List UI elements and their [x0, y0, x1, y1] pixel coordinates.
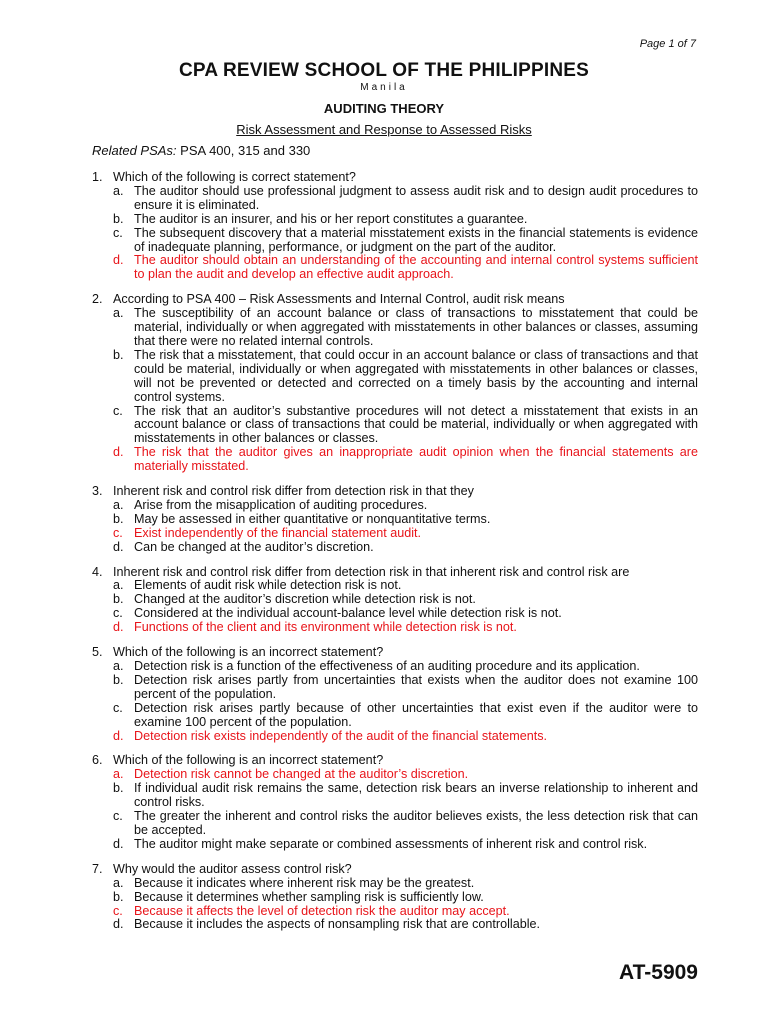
choice-list	[113, 660, 698, 743]
question-line	[92, 646, 698, 660]
question-line	[92, 863, 698, 877]
correct-answer-choice	[113, 730, 698, 744]
question-item	[92, 171, 698, 282]
topic-heading: Risk Assessment and Response to Assessed Risks	[236, 122, 532, 137]
correct-answer-choice	[113, 446, 698, 474]
choice-list	[113, 579, 698, 635]
choice-text: Exist independently of the financial statement audit.	[134, 525, 422, 540]
correct-answer-choice	[113, 621, 698, 635]
answer-choice	[113, 660, 698, 674]
answer-choice	[113, 405, 698, 447]
question-line	[92, 171, 698, 185]
related-psas-value: PSA 400, 315 and 330	[180, 143, 311, 158]
question-text: Inherent risk and control risk differ from detection risk in that they	[113, 484, 474, 499]
choice-letter: a.	[113, 578, 124, 593]
choice-letter: b.	[113, 781, 124, 796]
question-number: 4.	[92, 564, 103, 579]
choice-text: Arise from the misapplication of auditing procedures.	[134, 497, 428, 512]
choice-text: Because it affects the level of detection risk the auditor may accept.	[134, 903, 510, 918]
question-item	[92, 863, 698, 933]
choice-list	[113, 185, 698, 282]
question-line	[92, 754, 698, 768]
choice-letter: b.	[113, 347, 124, 362]
answer-choice	[113, 349, 698, 405]
choice-letter: a.	[113, 183, 124, 198]
question-number: 3.	[92, 484, 103, 499]
choice-text: The susceptibility of an account balance or class of transactions to misstatement that could be material, individually or when aggregated with misstatements in other balances or classes, assuming that there were no related internal controls.	[134, 306, 698, 348]
choice-letter: d.	[113, 620, 124, 635]
choice-list	[113, 877, 698, 933]
choice-text: Detection risk arises partly because of other uncertainties that exist even if the auditor were to examine 100 percent of the population.	[134, 700, 698, 729]
choice-text: Because it indicates where inherent risk may be the greatest.	[134, 875, 475, 890]
choice-text: May be assessed in either quantitative or nonquantitative terms.	[134, 511, 491, 526]
choice-text: Functions of the client and its environment while detection risk is not.	[134, 620, 517, 635]
choice-letter: b.	[113, 672, 124, 687]
question-item	[92, 293, 698, 474]
choice-text: Detection risk arises partly from uncertainties that exists when the auditor does not examine 100 percent of the population.	[134, 672, 698, 701]
question-line	[92, 485, 698, 499]
document-code: AT-5909	[619, 961, 698, 984]
answer-choice	[113, 674, 698, 702]
related-psas	[92, 143, 310, 158]
choice-letter: a.	[113, 306, 124, 321]
choice-letter: b.	[113, 889, 124, 904]
question-number: 5.	[92, 645, 103, 660]
school-title: CPA REVIEW SCHOOL OF THE PHILIPPINES	[178, 60, 590, 81]
answer-choice	[113, 213, 698, 227]
question-number: 1.	[92, 170, 103, 184]
choice-text: Detection risk cannot be changed at the auditor’s discretion.	[134, 767, 469, 782]
question-item	[92, 646, 698, 743]
choice-text: The risk that the auditor gives an inappropriate audit opinion when the financial statements are materially misstated.	[134, 445, 698, 474]
choice-letter: d.	[113, 728, 124, 743]
choice-text: The subsequent discovery that a material misstatement exists in the financial statements is evidence of inadequate planning, performance, or judgment on the part of the auditor.	[134, 225, 698, 254]
choice-letter: b.	[113, 211, 124, 226]
choice-text: Can be changed at the auditor’s discretion.	[134, 539, 374, 554]
choice-letter: d.	[113, 253, 124, 268]
choice-text: The risk that an auditor’s substantive procedures will not detect a misstatement that exists in an account balance or class of transactions that could be material, individually or when aggregated with misstatements in other balances or classes.	[134, 403, 698, 446]
choice-letter: b.	[113, 592, 124, 607]
choice-list	[113, 768, 698, 851]
answer-choice	[113, 891, 698, 905]
choice-list	[113, 499, 698, 555]
question-text: Inherent risk and control risk differ from detection risk in that inherent risk and control risk are	[113, 564, 630, 579]
correct-answer-choice	[113, 527, 698, 541]
answer-choice	[113, 499, 698, 513]
answer-choice	[113, 782, 698, 810]
choice-letter: b.	[113, 511, 124, 526]
question-line	[92, 293, 698, 307]
correct-answer-choice	[113, 905, 698, 919]
answer-choice	[113, 307, 698, 349]
answer-choice	[113, 593, 698, 607]
choice-letter: d.	[113, 539, 124, 554]
answer-choice	[113, 185, 698, 213]
answer-choice	[113, 702, 698, 730]
choice-text: Elements of audit risk while detection risk is not.	[134, 578, 402, 593]
answer-choice	[113, 227, 698, 255]
choice-letter: a.	[113, 767, 124, 782]
choice-letter: c.	[113, 700, 123, 715]
choice-text: Detection risk exists independently of the audit of the financial statements.	[134, 728, 548, 743]
answer-choice	[113, 810, 698, 838]
choice-letter: a.	[113, 497, 124, 512]
choice-letter: c.	[113, 225, 123, 240]
question-text: Which of the following is correct statement?	[113, 170, 356, 184]
question-item	[92, 754, 698, 851]
answer-choice	[113, 838, 698, 852]
answer-choice	[113, 918, 698, 932]
choice-letter: d.	[113, 917, 124, 932]
question-text: Why would the auditor assess control risk?	[113, 861, 352, 876]
choice-letter: a.	[113, 875, 124, 890]
page-number: Page 1 of 7	[639, 38, 696, 50]
question-item	[92, 485, 698, 555]
choice-text: The auditor should use professional judgment to assess audit risk and to design audit procedures to ensure it is eliminated.	[134, 183, 698, 212]
question-number: 2.	[92, 292, 103, 307]
choice-text: Because it includes the aspects of nonsampling risk that are controllable.	[134, 917, 541, 932]
question-text: According to PSA 400 – Risk Assessments and Internal Control, audit risk means	[113, 292, 565, 307]
city-subtitle: Manila	[360, 82, 408, 93]
choice-text: The auditor should obtain an understanding of the accounting and internal control systems sufficient to plan the audit and develop an effective audit approach.	[134, 253, 698, 282]
question-text: Which of the following is an incorrect statement?	[113, 645, 384, 660]
choice-letter: d.	[113, 445, 124, 460]
choice-letter: a.	[113, 659, 124, 673]
choice-letter: d.	[113, 836, 124, 851]
subject-heading: AUDITING THEORY	[323, 101, 445, 116]
answer-choice	[113, 607, 698, 621]
choice-text: If individual audit risk remains the same, detection risk bears an inverse relationship to inherent and control risks.	[134, 781, 698, 810]
answer-choice	[113, 513, 698, 527]
choice-text: Changed at the auditor’s discretion while detection risk is not.	[134, 592, 476, 607]
answer-choice	[113, 541, 698, 555]
question-item	[92, 566, 698, 636]
choice-letter: c.	[113, 809, 123, 824]
choice-text: The greater the inherent and control risks the auditor believes exists, the less detection risk that can be accepted.	[134, 809, 698, 837]
choice-text: The auditor might make separate or combined assessments of inherent risk and control risk.	[134, 836, 648, 851]
correct-answer-choice	[113, 254, 698, 282]
answer-choice	[113, 877, 698, 891]
choice-letter: c.	[113, 403, 123, 418]
question-text: Which of the following is an incorrect statement?	[113, 753, 384, 768]
choice-list	[113, 307, 698, 474]
choice-letter: c.	[113, 606, 123, 621]
choice-text: Considered at the individual account-balance level while detection risk is not.	[134, 606, 562, 621]
correct-answer-choice	[113, 768, 698, 782]
related-psas-label: Related PSAs:	[92, 143, 177, 158]
choice-text: The risk that a misstatement, that could occur in an account balance or class of transactions and that could be material, individually or when aggregated with misstatements in other balances or classes, will not be prevented or detected and corrected on a timely basis by the accounting and internal control systems.	[134, 347, 698, 404]
answer-choice	[113, 579, 698, 593]
choice-text: Because it determines whether sampling risk is sufficiently low.	[134, 889, 484, 904]
question-line	[92, 566, 698, 580]
choice-letter: c.	[113, 903, 123, 918]
choice-text: The auditor is an insurer, and his or her report constitutes a guarantee.	[134, 211, 528, 226]
question-list	[92, 171, 698, 943]
choice-text: Detection risk is a function of the effectiveness of an auditing procedure and its application.	[134, 659, 640, 673]
choice-letter: c.	[113, 525, 123, 540]
question-number: 7.	[92, 861, 103, 876]
question-number: 6.	[92, 753, 103, 768]
